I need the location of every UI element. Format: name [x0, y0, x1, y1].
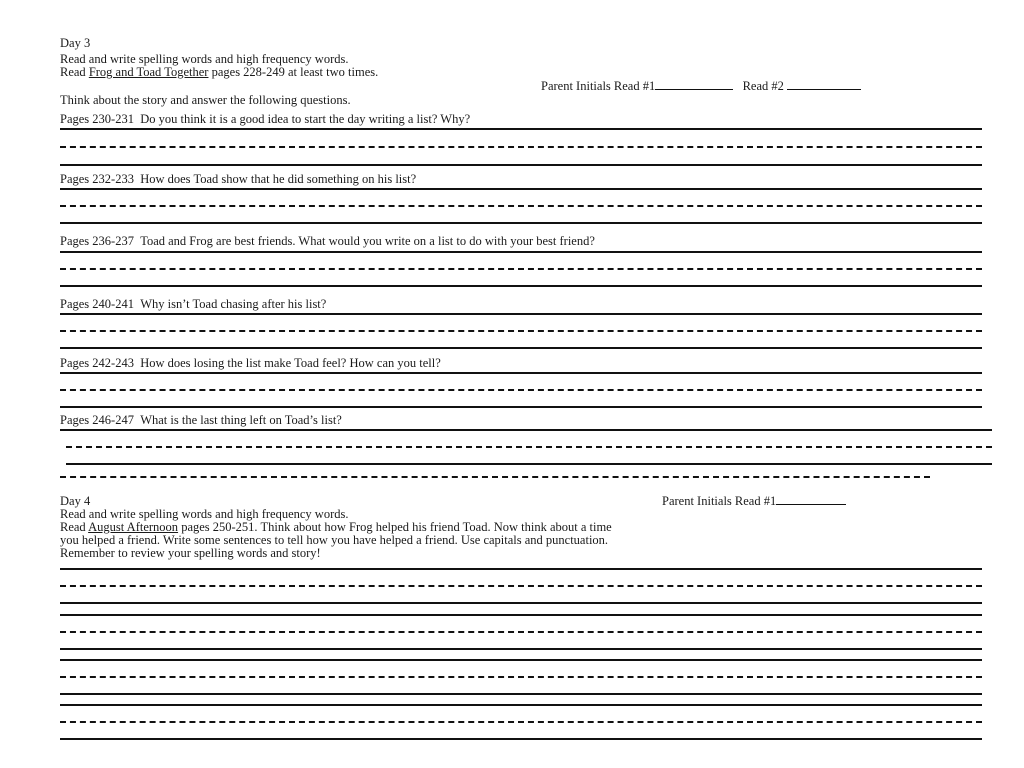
day3-read1-label: Parent Initials Read #1 — [541, 79, 656, 93]
writing-line — [60, 693, 982, 695]
day3-parent-initials — [541, 79, 861, 93]
day4-book-title: August Afternoon — [88, 520, 179, 534]
question-2-pages: Pages 232-233 — [60, 172, 134, 186]
writing-line — [60, 602, 982, 604]
answer-dashed-line — [60, 330, 982, 332]
day4-instruction-line4: Remember to review your spelling words and story! — [60, 546, 321, 560]
answer-line — [60, 429, 992, 431]
question-5-pages: Pages 242-243 — [60, 356, 134, 370]
answer-line — [60, 313, 982, 315]
answer-dashed-line — [60, 268, 982, 270]
day3-instruction-line2 — [60, 65, 378, 79]
question-3 — [60, 234, 595, 248]
day4-parent-initials — [662, 494, 846, 508]
writing-line — [60, 614, 982, 616]
day3-instruction-line1: Read and write spelling words and high frequency words. — [60, 52, 349, 66]
writing-dashed-line — [60, 585, 982, 587]
answer-line — [60, 128, 982, 130]
day4-instruction-line1: Read and write spelling words and high frequency words. — [60, 507, 349, 521]
question-6-text: What is the last thing left on Toad’s list? — [140, 413, 342, 427]
day3-read2-blank[interactable] — [787, 79, 861, 90]
question-1-text: Do you think it is a good idea to start the day writing a list? Why? — [140, 112, 471, 126]
day4-instruction-line3: you helped a friend. Write some sentences to tell how you have helped a friend. Use capitals and punctuation. — [60, 533, 609, 547]
answer-line — [60, 251, 982, 253]
question-4 — [60, 297, 326, 311]
answer-line — [60, 347, 982, 349]
day4-heading: Day 4 — [60, 494, 91, 508]
day3-read2-label: Read #2 — [742, 79, 784, 93]
question-2-text: How does Toad show that he did something on his list? — [140, 172, 417, 186]
answer-line — [60, 406, 982, 408]
answer-line — [60, 164, 982, 166]
writing-line — [60, 659, 982, 661]
writing-line — [60, 648, 982, 650]
writing-line — [60, 704, 982, 706]
answer-line — [60, 285, 982, 287]
answer-line — [60, 222, 982, 224]
question-5 — [60, 356, 441, 370]
answer-line — [66, 463, 992, 465]
question-1-pages: Pages 230-231 — [60, 112, 134, 126]
day4-read-prefix: Read — [60, 520, 89, 534]
question-5-text: How does losing the list make Toad feel? How can you tell? — [140, 356, 441, 370]
day3-book-title: Frog and Toad Together — [88, 65, 209, 79]
question-3-text: Toad and Frog are best friends. What would you write on a list to do with your best friend? — [140, 234, 595, 248]
question-1 — [60, 112, 470, 126]
writing-dashed-line — [60, 631, 982, 633]
question-4-text: Why isn’t Toad chasing after his list? — [140, 297, 327, 311]
question-6 — [60, 413, 342, 427]
day4-read1-label: Parent Initials Read #1 — [662, 494, 777, 508]
answer-line — [60, 188, 982, 190]
writing-dashed-line — [60, 676, 982, 678]
question-6-pages: Pages 246-247 — [60, 413, 134, 427]
answer-line — [60, 372, 982, 374]
day3-read1-blank[interactable] — [655, 79, 733, 90]
question-4-pages: Pages 240-241 — [60, 297, 134, 311]
answer-dashed-line — [60, 205, 982, 207]
day4-instruction-line2 — [60, 520, 612, 534]
day3-read-suffix: pages 228-249 at least two times. — [208, 65, 379, 79]
day4-read1-blank[interactable] — [776, 494, 846, 505]
writing-dashed-line — [60, 721, 982, 723]
answer-dashed-line — [60, 146, 982, 148]
answer-dashed-line — [66, 446, 992, 448]
day3-read-prefix: Read — [60, 65, 89, 79]
day4-read-suffix: pages 250-251. Think about how Frog helped his friend Toad. Now think about a time — [178, 520, 612, 534]
question-2 — [60, 172, 416, 186]
writing-line — [60, 738, 982, 740]
answer-dashed-line — [60, 476, 930, 478]
question-3-pages: Pages 236-237 — [60, 234, 134, 248]
writing-line — [60, 568, 982, 570]
answer-dashed-line — [60, 389, 982, 391]
day3-think-instruction: Think about the story and answer the following questions. — [60, 93, 351, 107]
day3-heading: Day 3 — [60, 36, 91, 50]
